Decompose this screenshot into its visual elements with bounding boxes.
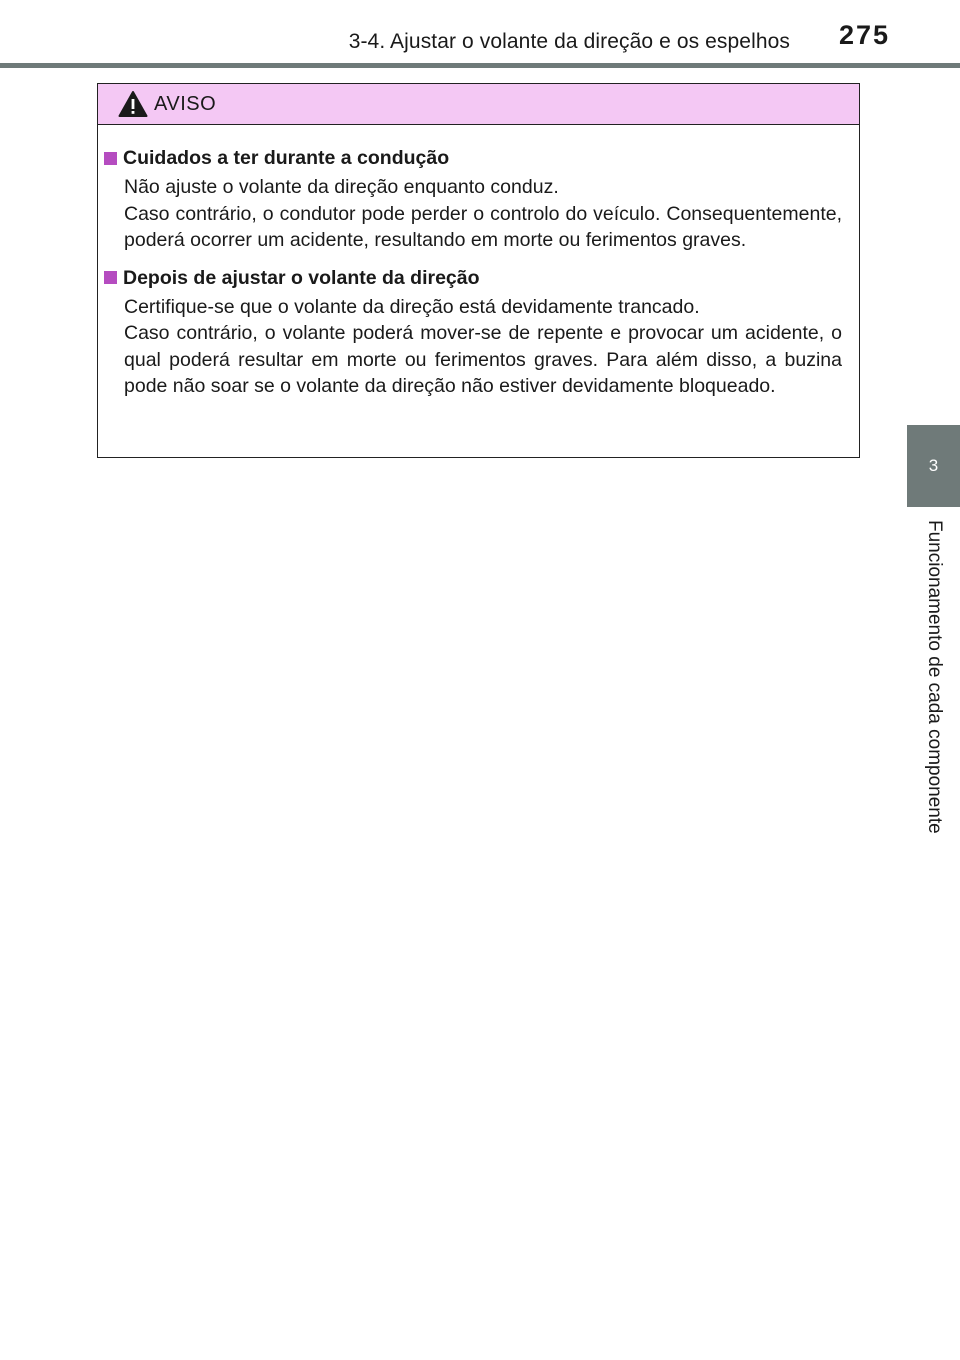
- bullet-square-icon: [104, 271, 117, 284]
- warning-paragraph: Caso contrário, o volante poderá mover-se de repente e provocar um acidente, o qual poderá resultar em morte ou ferimentos graves. Para além disso, a buzina pode não soar se o volante da direção não estiver devidamente bloqueado.: [124, 322, 842, 397]
- warning-paragraph: Certifique-se que o volante da direção está devidamente trancado.: [124, 295, 700, 318]
- header-rule: [0, 63, 960, 68]
- bullet-square-icon: [104, 152, 117, 165]
- warning-box: [97, 83, 860, 458]
- warning-item: [104, 265, 842, 400]
- warning-triangle-icon: [118, 90, 148, 118]
- warning-item-heading: [104, 265, 842, 291]
- warning-item-text: [124, 294, 842, 400]
- warning-item-text: [124, 174, 842, 254]
- page-number: 275: [838, 20, 890, 50]
- warning-header: [98, 84, 859, 125]
- warning-body: [98, 125, 859, 400]
- section-title: 3-4. Ajustar o volante da direção e os espelhos: [348, 30, 790, 53]
- warning-item-heading-text: Depois de ajustar o volante da direção: [123, 266, 480, 289]
- chapter-number: 3: [928, 456, 939, 475]
- warning-title: AVISO: [154, 92, 217, 115]
- chapter-title: Funcionamento de cada componente: [924, 520, 945, 834]
- chapter-tab: [907, 425, 960, 507]
- warning-item-heading: [104, 145, 842, 171]
- warning-paragraph: Não ajuste o volante da direção enquanto conduz.: [124, 176, 559, 198]
- warning-paragraph: Caso contrário, o condutor pode perder o controlo do veículo. Consequentemente, poderá ocorrer um acidente, resultando em morte ou ferimentos graves.: [124, 202, 842, 251]
- warning-item: [104, 145, 842, 254]
- warning-item-heading-text: Cuidados a ter durante a condução: [123, 147, 450, 169]
